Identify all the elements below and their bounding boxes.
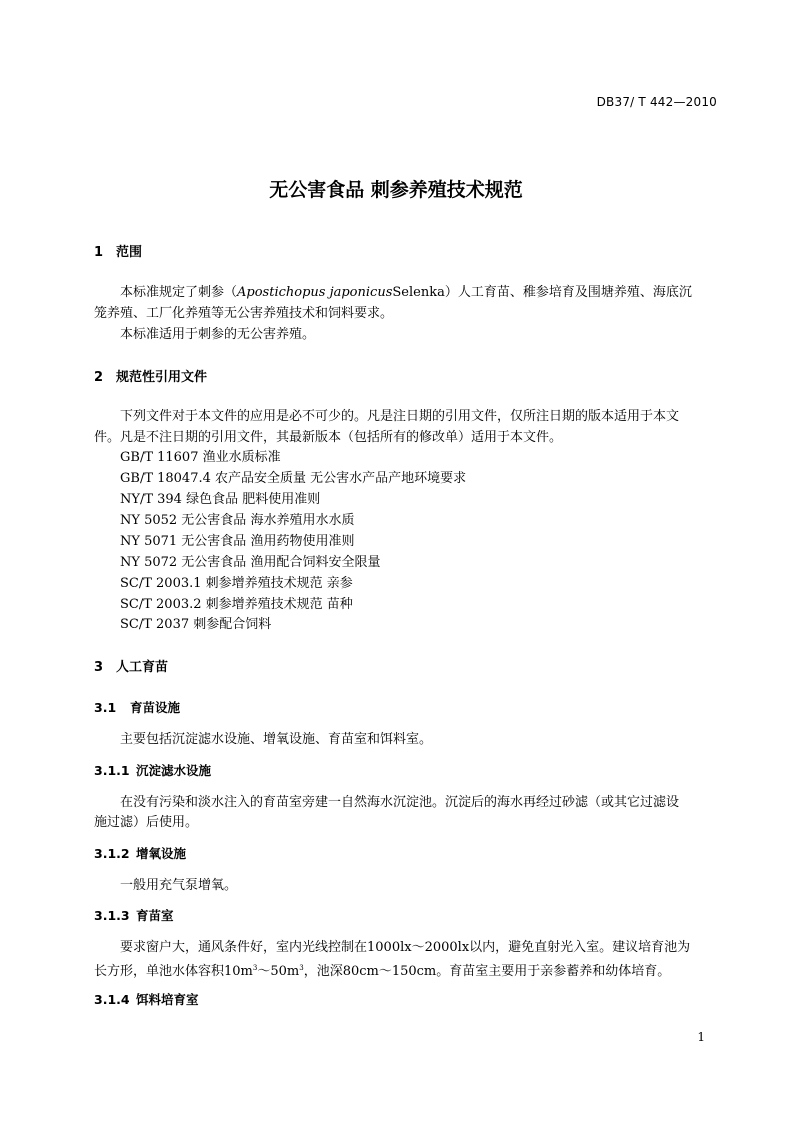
section-title: 人工育苗 bbox=[116, 660, 169, 675]
paragraph-line bbox=[94, 958, 670, 982]
document-code: DB37/ T 442—2010 bbox=[596, 95, 717, 109]
paragraph-line bbox=[120, 282, 692, 303]
reference-item: NY/T 394 绿色食品 肥料使用准则 bbox=[120, 492, 321, 507]
subsection-title: 育苗设施 bbox=[130, 700, 181, 715]
reference-item: SC/T 2037 刺参配合饲料 bbox=[120, 617, 272, 632]
subsection-3-1-3-heading bbox=[94, 906, 174, 924]
superscript: 3 bbox=[299, 964, 304, 972]
paragraph-line: 要求窗户大，通风条件好，室内光线控制在1000lx～2000lx以内，避免直射光入室。建议培育池为 bbox=[120, 940, 691, 955]
subsection-title: 饵料培育室 bbox=[136, 992, 199, 1007]
superscript: 3 bbox=[252, 964, 258, 972]
section-3-heading bbox=[94, 656, 168, 675]
reference-item: SC/T 2003.1 刺参增养殖技术规范 亲参 bbox=[120, 576, 353, 591]
section-number: 3 bbox=[94, 660, 104, 675]
subsection-number: 3.1.2 bbox=[94, 846, 130, 861]
document-title: 无公害食品 刺参养殖技术规范 bbox=[269, 179, 523, 201]
section-1-heading bbox=[94, 241, 142, 260]
subsection-number: 3.1 bbox=[94, 700, 117, 715]
paragraph-line: 主要包括沉淀滤水设施、增氧设施、育苗室和饵料室。 bbox=[120, 732, 433, 747]
text-span: ，池深80cm～150cm。育苗室主要用于亲参蓄养和幼体培育。 bbox=[303, 964, 671, 979]
paragraph-line: 件。凡是不注日期的引用文件，其最新版本（包括所有的修改单）适用于本文件。 bbox=[94, 430, 563, 445]
section-2-heading bbox=[94, 366, 207, 385]
paragraph-line: 在没有污染和淡水注入的育苗室旁建一自然海水沉淀池。沉淀后的海水再经过砂滤（或其它过滤设 bbox=[120, 795, 680, 810]
paragraph-line: 笼养殖、工厂化养殖等无公害养殖技术和饲料要求。 bbox=[94, 306, 394, 321]
subsection-title: 增氧设施 bbox=[136, 846, 187, 861]
latin-name: Apostichopus japonicus bbox=[237, 285, 393, 300]
subsection-title: 沉淀滤水设施 bbox=[136, 763, 212, 778]
reference-item: SC/T 2003.2 刺参增养殖技术规范 苗种 bbox=[120, 597, 353, 612]
subsection-number: 3.1.3 bbox=[94, 908, 130, 923]
section-number: 1 bbox=[94, 245, 104, 260]
subsection-3-1-1-heading bbox=[94, 761, 211, 779]
subsection-number: 3.1.1 bbox=[94, 763, 130, 778]
reference-item: NY 5071 无公害食品 渔用药物使用准则 bbox=[120, 534, 355, 549]
reference-item: NY 5052 无公害食品 海水养殖用水水质 bbox=[120, 513, 355, 528]
paragraph-line: 施过滤）后使用。 bbox=[94, 815, 199, 830]
paragraph-line: 一般用充气泵增氧。 bbox=[120, 878, 238, 893]
page-number: 1 bbox=[697, 1030, 705, 1044]
subsection-3-1-2-heading bbox=[94, 844, 186, 862]
section-number: 2 bbox=[94, 370, 104, 385]
paragraph-line: 下列文件对于本文件的应用是必不可少的。凡是注日期的引用文件，仅所注日期的版本适用于本文 bbox=[120, 409, 680, 424]
paragraph-line: 本标准适用于刺参的无公害养殖。 bbox=[120, 327, 316, 342]
section-title: 规范性引用文件 bbox=[116, 370, 208, 385]
section-title: 范围 bbox=[116, 245, 143, 260]
reference-item: NY 5072 无公害食品 渔用配合饲料安全限量 bbox=[120, 555, 381, 570]
text-span: 长方形，单池水体容积10m bbox=[94, 964, 253, 979]
subsection-3-1-4-heading bbox=[94, 990, 199, 1008]
text-span: 本标准规定了刺参（ bbox=[120, 285, 238, 300]
reference-item: GB/T 11607 渔业水质标准 bbox=[120, 450, 281, 465]
text-span: Selenka）人工育苗、稚参培育及围塘养殖、海底沉 bbox=[392, 285, 692, 300]
subsection-3-1-heading bbox=[94, 698, 180, 716]
text-span: ～50m bbox=[257, 964, 300, 979]
subsection-title: 育苗室 bbox=[136, 908, 174, 923]
reference-item: GB/T 18047.4 农产品安全质量 无公害水产品产地环境要求 bbox=[120, 471, 467, 486]
subsection-number: 3.1.4 bbox=[94, 992, 130, 1007]
